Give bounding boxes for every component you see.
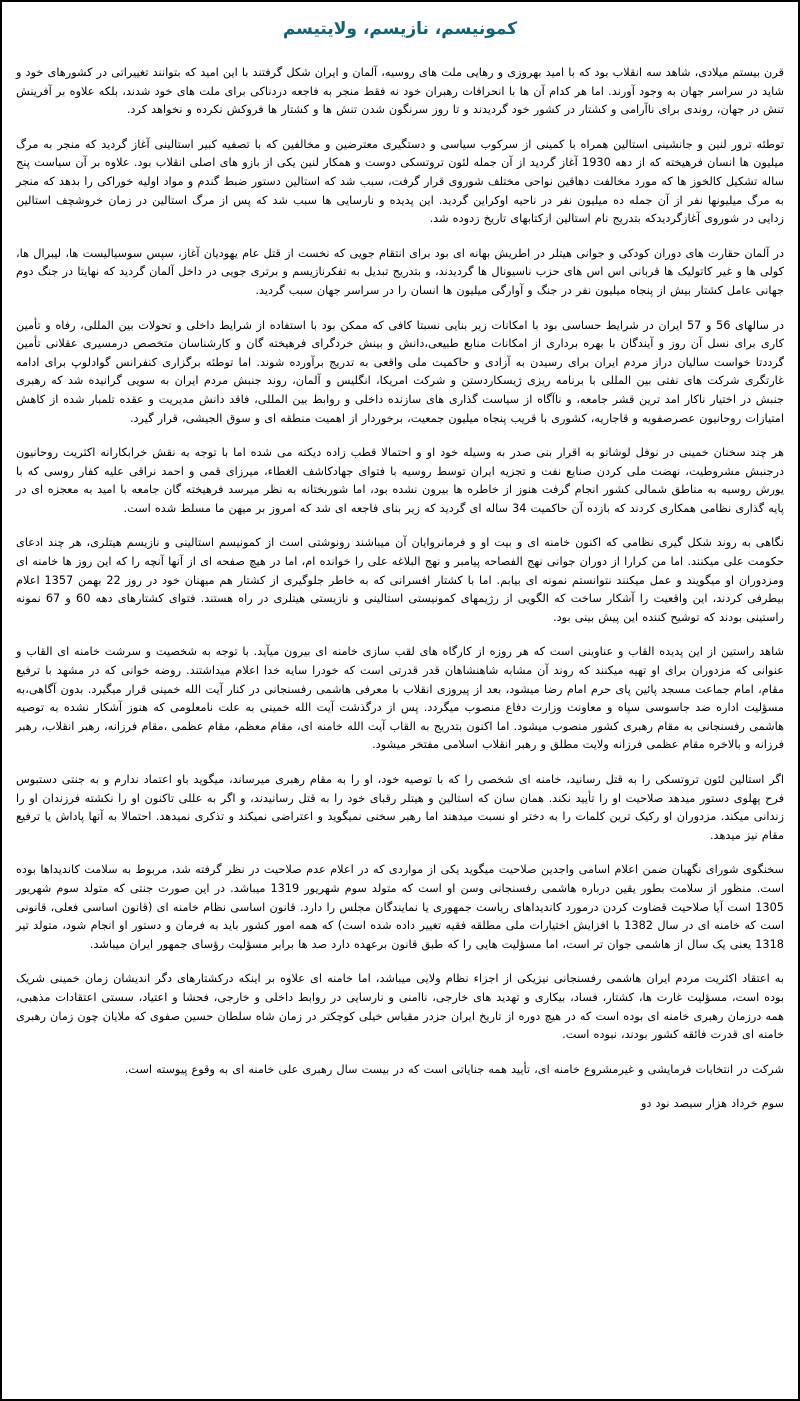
date-line: سوم خرداد هزار سیصد نود دو bbox=[640, 1097, 784, 1111]
paragraph: شرکت در انتخابات فرمایشی و غیرمشروع خامنه ای، تأیید همه جنایاتی است که در بیست سال رهبری علی خامنه ای به وقوع پیوسته است. bbox=[124, 1062, 784, 1076]
paragraph: در آلمان حقارت های دوران کودکی و جوانی هیتلر در اطریش بهانه ای بود برای انتقام جویی که نخست از قتل عام یهودیان آغاز، سپس سوسیالیست ها، لیبرال ها، کولی ها و غیر کاتولیک ها قربانی اس اس های حزب ناسیونال ها گردیدند، و بتدریج تبدیل به تفکرنازیسم و برتری جویی در داخل آلمان گردید که نهایتا در جنگ دوم جهانی عامل کشتار بیش از پنجاه میلیون نفر در جنگ و آوارگی میلیون ها انسان را در سراسر جهان سبب گردید. bbox=[16, 246, 784, 297]
paragraph: در سالهای 56 و 57 ایران در شرایط حساسی بود با امکانات زیر بنایی نسبتا کافی که ممکن بود با استفاده از شرایط داخلی و تحولات بین المللی، رفاه و تأمین کاری برای نسل آن روز و آیندگان با بهره برداری از امکانات منابع طبیعی،دانش و بینش خردگرای فرهیخته گان و کارشناسان متخصص درمسیری عقلانی تأمین گرددتا خواست سالیان دراز مردم ایران برای رسیدن به آزادی و حاکمیت ملی واقعی به تدریج برآورده شوند. اما توطئه برگزاری کنفرانس گوادلوپ برای ادامه غارتگری شرکت های نفتی بین المللی با برنامه ریزی ژیسکاردستن و شرکت امریکا، انگلیس و آلمان، روند جنبش مردم ایران به سویی گرانیده شد که رهبری جنبش در اختیار ناکار امد ترین قشر جامعه، و ناآگاه از سیاست گذاری های سازنده داخلی و روابط بین المللی، فاقد دانش مدیریت و عقده تلمبار شده از کاهش امتیازات روحانیون عصرصفویه و قاجاریه، کشوری با قریب پنجاه میلیون جمعیت، برخوردار از اهمیت منطقه ای و سوق الجیشی، قرار گیرد. bbox=[16, 318, 784, 425]
paragraph: اگر استالین لئون تروتسکی را به قتل رسانید، خامنه ای شخصی را که با توصیه خود، او را به مقام رهبری میرساند، میگوید باو اعتماد ندارم و به جنتی دستبوس فرح پهلوی دستور میدهد صلاحیت او را تأیید نکند. همان سان که استالین و هیتلر رقبای خود را به قتل رسانیدند، و اگر به عللی تاکنون او را نکشته فرزندان او را زندانی میکند. مزدوران او رکیک ترین کلمات را به دختر او نسبت میدهند اما رهبر سخنی نمیگوید و اعتراضی نمیکند و تذکری نمیدهد. احتمالا به آنها پاداش یا ترفیع مقام نیز میدهد. bbox=[16, 773, 784, 842]
paragraph: سخنگوی شورای نگهبان ضمن اعلام اسامی واجدین صلاحیت میگوید یکی از مواردی که در اعلام عدم صلاحیت در نظر گرفته شد، مربوط به سلامت کاندیداها بوده است. منظور از سلامت بطور یقین درباره هاشمی رفسنجانی وسن او است که متولد سوم شهریور 1319 میباشد. در این صورت جنتی که متولد سوم شهریور 1305 است آیا صلاحیت قضاوت کردن درمورد کاندیداهای ریاست جمهوری یا نمایندگان مجلس را دارد. قانون اساسی نظام خامنه ای (قانون اساسی فعلی، قانونی است که خامنه ای در سال 1382 با افزایش اختیارات ملی مطلقه فقیه تغییر داده شده است) که همه امور کشور باید به فرمان و دستور او انجام شود، متولد تیر 1318 یعنی یک سال از هاشمی جوان تر است، اما مسؤلیت هایی را که طبق قانون برعهده دارد صد ها برابر مسؤلیت رؤسای جمهور ایران میباشد. bbox=[16, 863, 784, 951]
paragraph: نگاهی به روند شکل گیری نظامی که اکنون خامنه ای و بیت او و فرمانروایان آن میباشند رونوشتی است از کمونیسم استالینی و نازیسم هیتلری، هر چند ادعای حکومت علی میکنند. اما من کرارا از دوران جوانی نهج الفصاحه پیامبر و نهج البلاغه علی را خوانده ام، اما در هیچ صفحه ای از آنها آنچه را که این روز ها خامنه ای ومزدوران او میگویند و عمل میکنند نتوانستم نمونه ای بیابم. اما با کشتار افسرانی که به خاطر جلوگیری از کشتار هم میهنان خود در روز 22 بهمن 1357 اعلام بیطرفی کردند، این واقعیت را آشکار ساخت که الگویی از رژیمهای کمونیستی استالینی و نازیستی هیتلری در راه هستند. فتوای کشتارهای دهه 60 و 67 نمونه راستینی بودند که توشیح کننده این پیش بینی بود. bbox=[16, 536, 784, 624]
paragraph: توطئه ترور لنین و جانشینی استالین همراه با کمینی از سرکوب سیاسی و دستگیری معترضین و مخالفین که با تصفیه کبیر استالینی آغاز گردید که منجر به مرگ میلیون ها انسان فرهیخته که از دهه 1930 آغاز گردید از آن جمله لئون تروتسکی دوست و همکار لنین یکی از بازو های اصلی انقلاب بود. علاوه بر آن سیاست پنج ساله تشکیل کالخوز ها که مورد مخالفت دهاقین نواحی مختلف شوروی قرار گرفت، سبب شد که استالین دستور ضبط گندم و مواد اولیه خوراکی را بدهد که منجر به مرگ میلیونها نفر از آن جمله ده میلیون نفر در ناحیه اوکراین گردید. این پدیده و نارسایی ها سبب شد که پس از مرگ استالین در زمان خروشچف استالین زدایی در شوروی آغازگردیدکه بتدریج نام استالین ازکتابهای تاریخ زدوده شد. bbox=[16, 137, 784, 226]
article-body bbox=[16, 64, 784, 1114]
document-content bbox=[2, 2, 798, 1401]
paragraph: شاهد راستین از این پدیده القاب و عناوینی است که هر روزه از کارگاه های لقب سازی خامنه ای بیرون میآید. با توجه به شخصیت و سرشت خامنه ای القاب و عنوانی که مزدوران برای او تهیه میکنند که روند آن مشابه شاهنشاهان قدر قدرتی است که خودرا سایه خدا اعلام میداشتند. روضه خوانی که در مشهد با ترفیع مقام، امام جماعت مسجد پائین پای حرم امام رضا میشود، بعد از پیروزی انقلاب با معرفی هاشمی رفسنجانی در کنار آیت الله خمینی قرار میگیرد. بدون آگاهی،به مسؤلیت اداره ضد جاسوسی سپاه و معاونت وزارت دفاع منصوب میگردد. پس از درگذشت آیت الله خمینی به علت نامعلومی که هنوز آشکار نشده به توصیه هاشمی رفسنجانی به مقام رهبری کشور منصوب میشود. اما اکنون بتدریج به القاب آیت الله خامنه ای، مقام معظم، مقام عظمی ،مقام فرزانه، رهبر انقلاب، رهبر فرزانه و بالاخره مقام عظمی فرزانه ولایت مطلق و رهبر انقلاب اسلامی مفتخر میشود. bbox=[16, 645, 784, 752]
paragraph: به اعتقاد اکثریت مردم ایران هاشمی رفسنجانی نیزیکی از اجزاء نظام ولایی میباشد، اما خامنه ای علاوه بر اینکه درکشتارهای دگر اندیشان زمان خمینی شریک بوده است، مسؤلیت غارت ها، کشتار، فساد، بیکاری و تهدید های خارجی، ناامنی و نارسایی در روابط داخلی و خارجی، فحشا و اعتیاد، سستی اعتقادات مذهبی، همه درزمان رهبری خامنه ای بوده است که در هیچ دوره از تاریخ ایران جزدر مقیاس خیلی کوچکتر در زمان شاه سلطان حسین صفوی که ملایان چون زمان رهبری خامنه ای قدرت فائقه کشور بودند، نبوده است. bbox=[16, 972, 784, 1042]
bottom-whitespace bbox=[16, 1114, 784, 1401]
paragraph: قرن بیستم میلادی، شاهد سه انقلاب بود که با امید بهروزی و رهایی ملت های روسیه، آلمان و ایران شکل گرفتند با این امید که بتوانند تغییراتی در کشورهای خود و شاید در سراسر جهان به وجود آورند. اما هر کدام آن ها با انحرافات رهبران خود نه فقط منجر به فاجعه دردناکی برای ملت های خود شدند، بلکه علاوه بر آفرینش تنش در جهان، روندی برای ناآرامی و کشتار در کشور خود گردیدند و تا روز سرنگون شدن تنش ها و کشتار ها فروکش نکرده و نخواهد کرد. bbox=[16, 66, 784, 117]
paragraph: هر چند سخنان خمینی در نوفل لوشاتو به اقرار بنی صدر به وسیله خود او و احتمالا قطب زاده دیکته می شده اما با توجه به نقش خرابکارانه اکثریت روحانیون درجنبش مشروطیت، نهضت ملی کردن صنایع نفت و تجزیه ایران توسط روسیه با فتوای جهادکاشف الغطاء، میرزای قمی و احمد نراقی علیه کفار روسی که با یورش روسیه به مناطق شمالی کشور انجام گرفت هنوز از خاطره ها بیرون نشده بود، اما شوربختانه به نظر میرسد فرهیخته گان جامعه با امید به معجزه ای در پایه گذاری نظامی همکاری کردند که بازده آن حاکمیت 34 ساله ای گردید که زیر بنای فاجعه ای شد که امروز بر میهن ما مسلط شده است. bbox=[16, 446, 784, 515]
page-title: کمونیسم، نازیسم، ولایتیسم bbox=[282, 19, 518, 39]
